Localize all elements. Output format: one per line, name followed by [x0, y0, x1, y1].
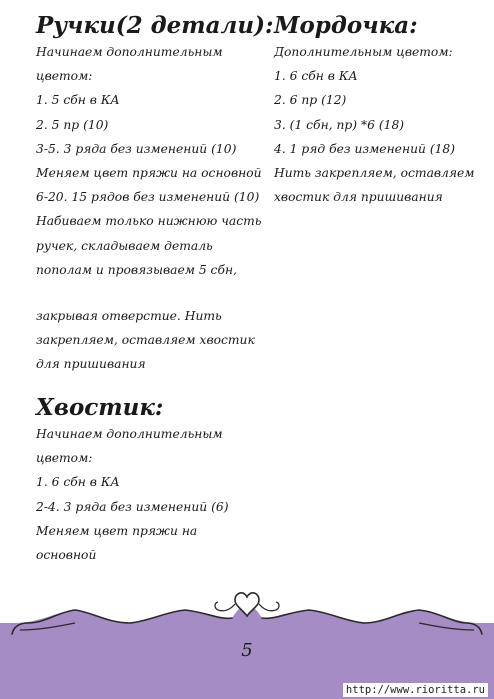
instruction-line: цветом:	[36, 69, 93, 84]
instruction-line: 2. 5 пр (10)	[36, 117, 109, 132]
heart-ornament	[215, 593, 279, 616]
instruction-line: хвостик для пришивания	[274, 190, 443, 205]
swirl-left-icon	[215, 602, 235, 611]
handles-title: Ручки(2 детали):	[36, 12, 274, 39]
instruction-line: 2-4. 3 ряда без изменений (6)	[36, 499, 229, 514]
swirl-right-icon	[259, 602, 279, 611]
instruction-line: 3-5. 3 ряда без изменений (10)	[36, 141, 237, 156]
tail-title: Хвостик:	[36, 394, 164, 421]
instruction-line: 1. 5 сбн в КА	[36, 93, 120, 108]
instruction-line: Меняем цвет пряжи на основной	[36, 166, 262, 181]
instruction-line: Начинаем дополнительным	[36, 45, 223, 59]
muzzle-instructions	[274, 40, 475, 209]
instruction-line: 2. 6 пр (12)	[274, 93, 347, 108]
instruction-line: для пришивания	[36, 357, 146, 372]
muzzle-section	[274, 12, 475, 209]
instruction-line: Набиваем только нижнюю часть	[36, 214, 262, 229]
instruction-line: 1. 6 сбн в КА	[36, 475, 120, 490]
instruction-line: закрывая отверстие. Нить	[36, 309, 222, 324]
tail-section	[36, 394, 229, 567]
page-number: 5	[241, 640, 253, 661]
watermark: http://www.rioritta.ru	[343, 683, 488, 697]
instruction-line: 3. (1 сбн, пр) *6 (18)	[274, 117, 405, 132]
tail-instructions	[36, 422, 229, 567]
handles-section	[36, 12, 273, 377]
instruction-line: Меняем цвет пряжи на	[36, 523, 198, 538]
instruction-line: цветом:	[36, 451, 93, 466]
instruction-line: закрепляем, оставляем хвостик	[36, 333, 255, 348]
instruction-line: Нить закрепляем, оставляем	[274, 166, 475, 181]
muzzle-title: Мордочка:	[274, 12, 418, 39]
instruction-line: 4. 1 ряд без изменений (18)	[274, 141, 456, 156]
instruction-line: ручек, складываем деталь	[36, 238, 213, 253]
handles-instructions	[36, 40, 273, 377]
instruction-line: Дополнительным цветом:	[274, 45, 453, 59]
instruction-line: 6-20. 15 рядов без изменений (10)	[36, 190, 260, 205]
instruction-line: Начинаем дополнительным	[36, 427, 223, 441]
instruction-line: пополам и провязываем 5 сбн,	[36, 262, 237, 277]
instruction-line: 1. 6 сбн в КА	[274, 69, 358, 84]
instruction-line: основной	[36, 548, 97, 563]
